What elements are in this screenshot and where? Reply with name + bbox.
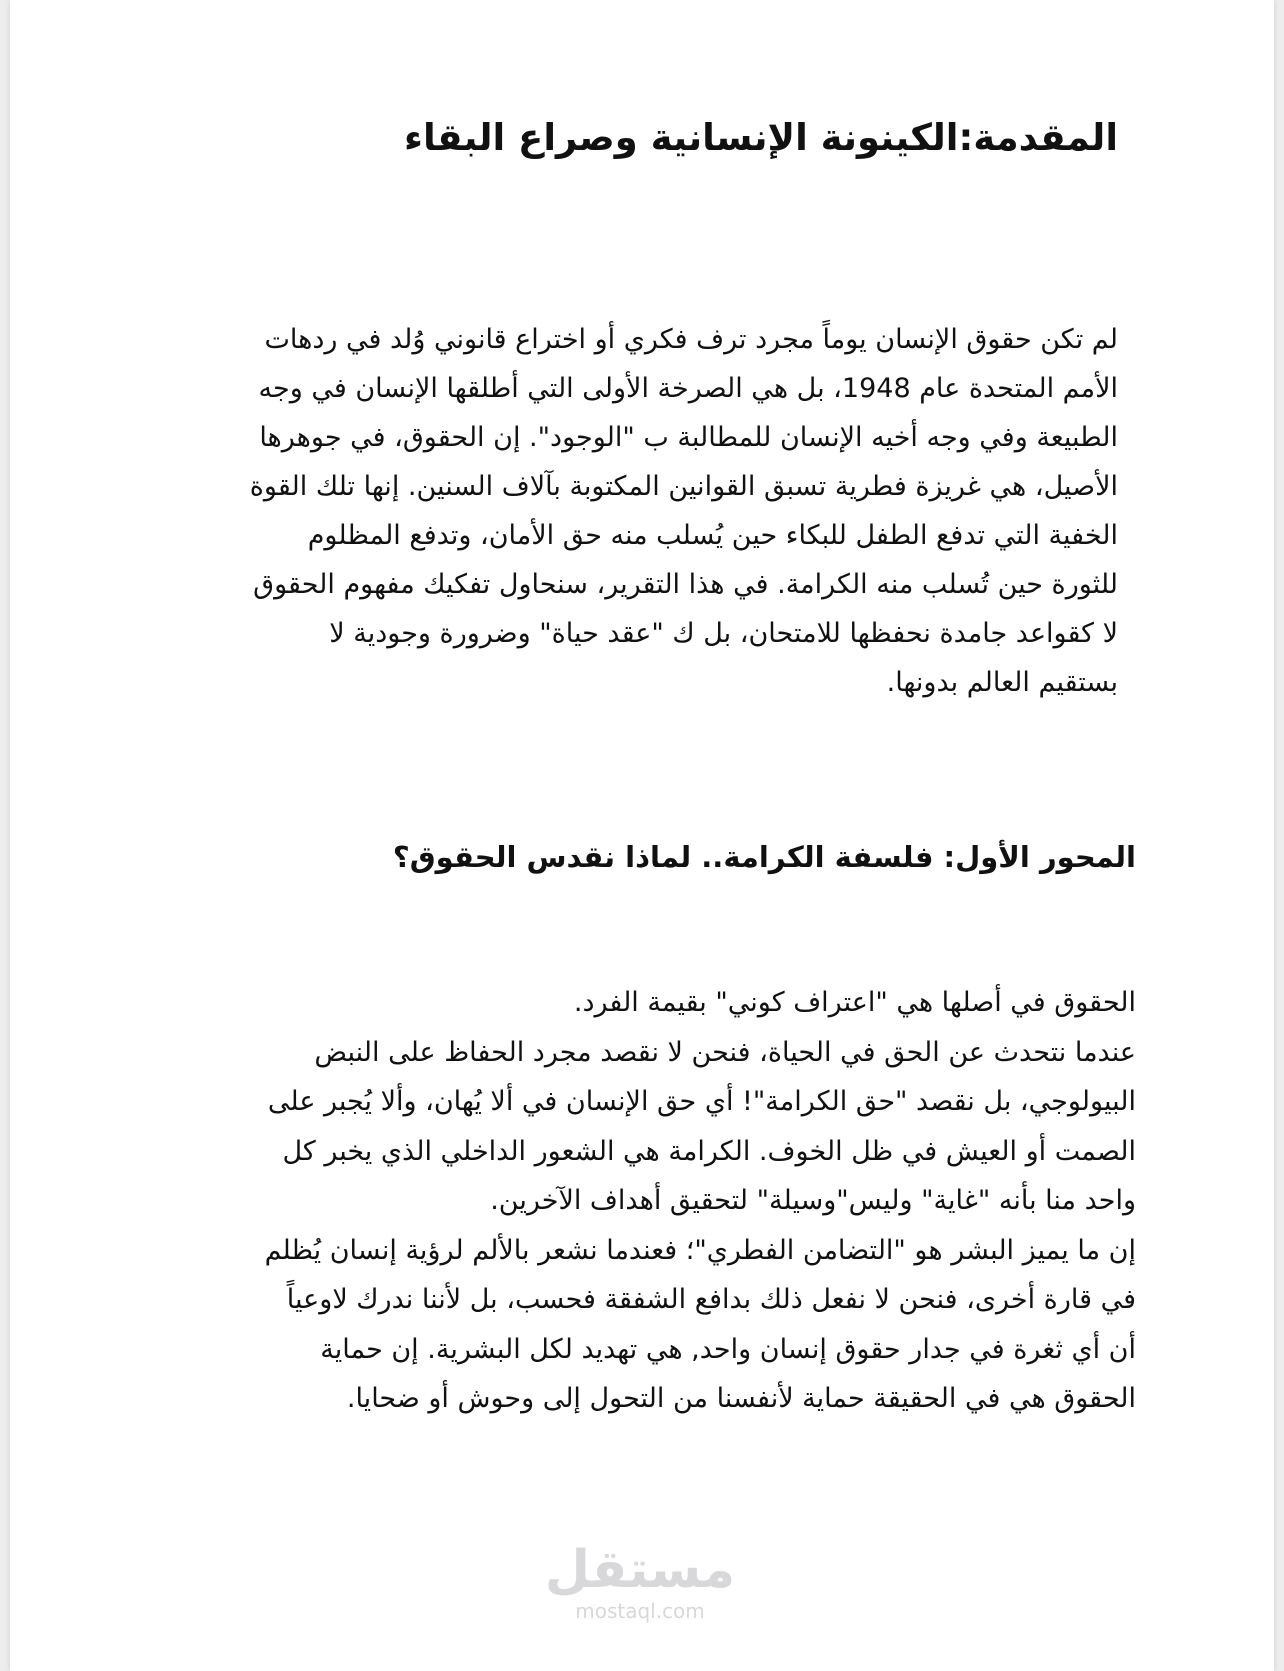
document-title: المقدمة:الكينونة الإنسانية وصراع البقاء [404, 116, 1118, 159]
section-body: الحقوق في أصلها هي "اعتراف كوني" بقيمة الفرد. عندما نتحدث عن الحق في الحياة، فنحن لا نقصد مجرد الحفاظ على النبض البيولوجي، بل نقصد "حق الكرامة"! أي حق الإنسان في ألا يُهان، وألا يُجبر على الصمت أو العيش في ظل الخوف. الكرامة هي الشعور الداخلي الذي يخبر كل واحد منا بأنه "غاية" وليس"وسيلة" لتحقيق أهداف الآخرين. إن ما يميز البشر هو "التضامن الفطري"؛ فعندما نشعر بالألم لرؤية إنسان يُظلم في قارة أخرى، فنحن لا نفعل ذلك بدافع الشفقة فحسب، بل لأننا ندرك لاوعياً أن أي ثغرة في جدار حقوق إنسان واحد, هي تهديد لكل البشرية. إن حماية الحقوق هي في الحقيقة حماية لأنفسنا من التحول إلى وحوش أو ضحايا. [264, 987, 1136, 1414]
watermark [540, 1540, 740, 1622]
watermark-url: mostaql.com [575, 1599, 705, 1623]
watermark-logo: مستقل [544, 1540, 736, 1600]
document-page [10, 0, 1274, 1671]
section-heading: المحور الأول: فلسفة الكرامة.. لماذا نقدس الحقوق؟ [392, 840, 1136, 874]
intro-paragraph: لم تكن حقوق الإنسان يوماً مجرد ترف فكري أو اختراع قانوني وُلد في ردهات الأمم المتحدة عام 1948، بل هي الصرخة الأولى التي أطلقها الإنسان في وجه الطبيعة وفي وجه أخيه الإنسان للمطالبة ب "الوجود". إن الحقوق، في جوهرها الأصيل، هي غريزة فطرية تسبق القوانين المكتوبة بآلاف السنين. إنها تلك القوة الخفية التي تدفع الطفل للبكاء حين يُسلب منه حق الأمان، وتدفع المظلوم للثورة حين تُسلب منه الكرامة. في هذا التقرير، سنحاول تفكيك مفهوم الحقوق لا كقواعد جامدة نحفظها للامتحان، بل ك "عقد حياة" وضرورة وجودية لا بستقيم العالم بدونها. [249, 324, 1118, 698]
